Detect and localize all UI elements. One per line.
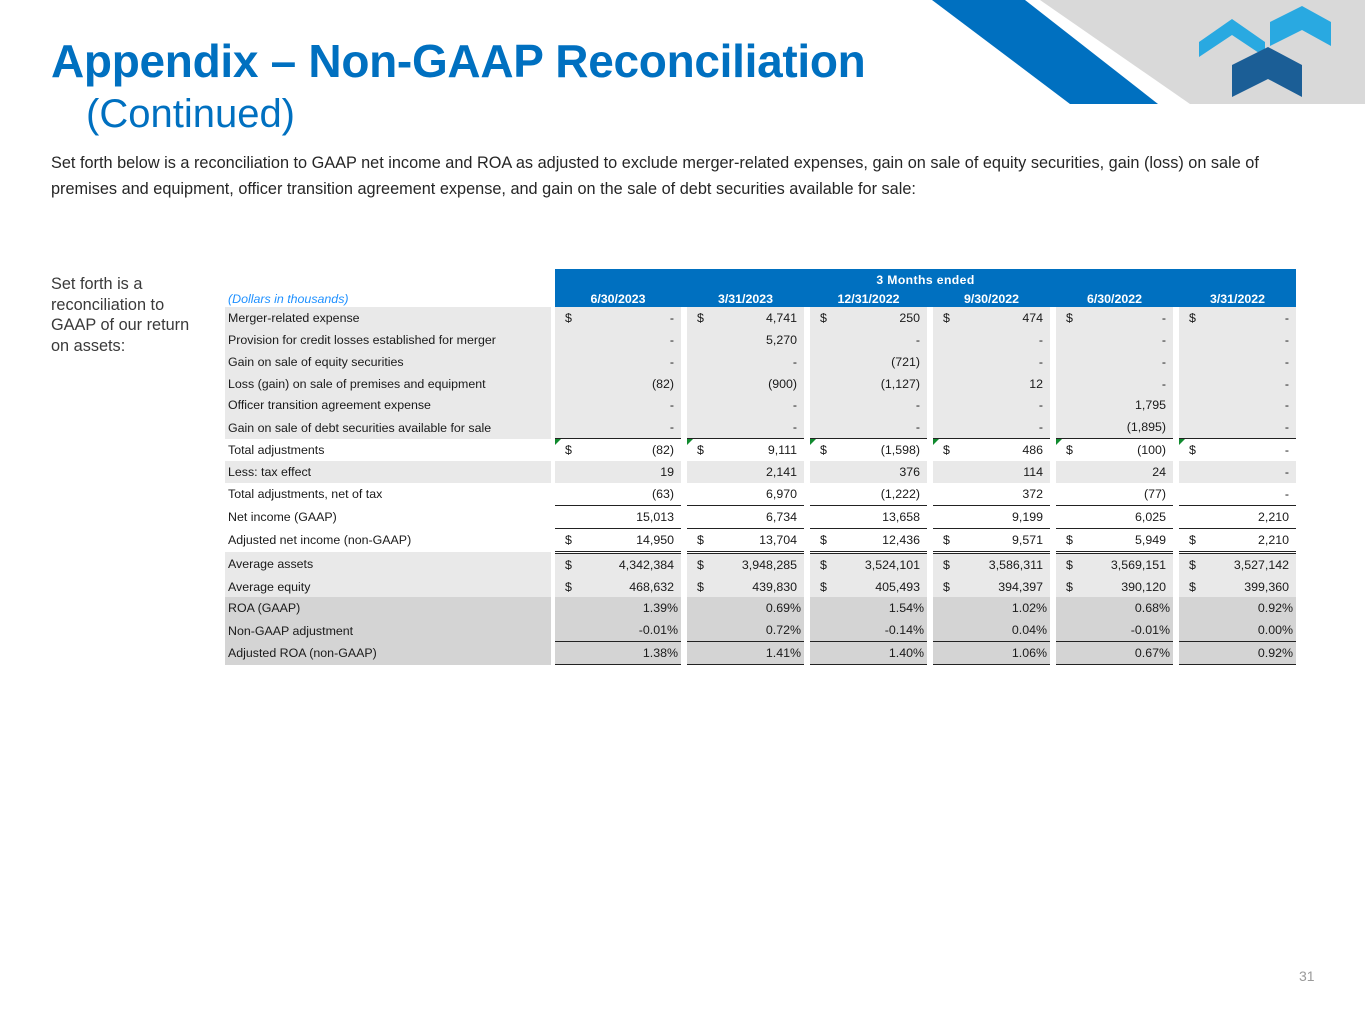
row-label: Gain on sale of equity securities [225,351,551,373]
cell-value: - [586,416,681,438]
table-row [225,597,1296,619]
cell-value: 250 [841,307,927,329]
cell-value: 1.06% [964,642,1050,665]
cell-value: - [1284,443,1289,458]
cell-value: 376 [841,461,927,483]
table-row [225,642,1296,665]
cell-value: 0.69% [718,597,804,619]
currency-symbol [810,483,841,505]
table-row [225,619,1296,641]
currency-symbol: $ [1056,576,1087,598]
currency-symbol [687,416,718,438]
currency-symbol [933,416,964,438]
cell-value: - [1210,416,1296,438]
currency-symbol: $ [555,576,586,598]
column-header: 6/30/2023 [555,291,681,307]
currency-symbol [933,461,964,483]
row-label: Provision for credit losses established for merger [225,329,551,351]
currency-symbol [555,619,586,641]
currency-symbol [1179,505,1210,528]
currency-symbol: $ [933,552,964,575]
units-note: (Dollars in thousands) [228,291,349,306]
currency-symbol [810,597,841,619]
cell-value: (1,127) [841,373,927,395]
cell-value: 3,586,311 [964,552,1050,575]
currency-symbol [555,394,586,416]
currency-symbol [555,642,586,665]
currency-symbol: $ [555,307,586,329]
cell-value: 1.54% [841,597,927,619]
cell-value: 24 [1087,461,1173,483]
column-header: 9/30/2022 [933,291,1050,307]
currency-symbol: $ [555,552,586,575]
cell-value: (63) [586,483,681,505]
currency-symbol: $ [1056,528,1087,552]
currency-symbol [810,394,841,416]
cell-value: - [1210,351,1296,373]
cell-value: 3,524,101 [841,552,927,575]
cell-value: - [964,351,1050,373]
currency-symbol: $ [933,307,964,329]
cell-value: 2,141 [718,461,804,483]
cell-value: - [841,394,927,416]
cell-value: 1.38% [586,642,681,665]
row-label: Non-GAAP adjustment [225,619,551,641]
currency-symbol: $ [687,576,718,598]
currency-symbol [687,329,718,351]
currency-symbol [810,461,841,483]
cell-value: - [964,329,1050,351]
row-label: Net income (GAAP) [228,509,337,524]
cell-value: - [1087,329,1173,351]
row-label: Total adjustments [228,442,325,457]
currency-symbol [933,597,964,619]
cell-value: -0.01% [586,619,681,641]
currency-symbol [555,483,586,505]
cell-value: 9,199 [964,505,1050,528]
currency-symbol [933,483,964,505]
cell-value: (82) [651,443,674,458]
row-label: ROA (GAAP) [225,597,551,619]
cell-value: - [586,329,681,351]
cell-value: - [1210,329,1296,351]
cell-value: 372 [964,483,1050,505]
table-row [225,483,1296,505]
currency-symbol: $ [1179,307,1210,329]
cell-value: 474 [964,307,1050,329]
currency-symbol [555,505,586,528]
cell-value: 6,734 [718,505,804,528]
cell-value: 1.39% [586,597,681,619]
cell-value: (1,895) [1087,416,1173,438]
currency-symbol [1056,483,1087,505]
cell-value: - [718,416,804,438]
column-header: 3/31/2022 [1179,291,1296,307]
currency-symbol [1179,373,1210,395]
cell-value: 12,436 [841,528,927,552]
currency-symbol [933,373,964,395]
period-band-header: 3 Months ended [555,269,1296,291]
currency-symbol [933,505,964,528]
currency-symbol [933,351,964,373]
cell-value: 9,571 [964,528,1050,552]
cell-value: 6,025 [1087,505,1173,528]
cell-value: 3,948,285 [718,552,804,575]
cell-value: 15,013 [586,505,681,528]
cell-value: 19 [586,461,681,483]
cell-value: 5,949 [1087,528,1173,552]
currency-symbol [1056,505,1087,528]
currency-symbol: $ [1056,307,1087,329]
cell-value: - [841,416,927,438]
currency-symbol [687,394,718,416]
cell-value: (721) [841,351,927,373]
currency-symbol [687,619,718,641]
intro-paragraph: Set forth below is a reconciliation to GAAP net income and ROA as adjusted to exclude merger-related expenses, gain on sale of equity securities, gain (loss) on sale of premises and equipment, officer transition agreement expense, and gain on the sale of debt securities available for sale: [51,154,1259,198]
currency-symbol [810,619,841,641]
cell-value: -0.14% [841,619,927,641]
table-row [225,461,1296,483]
currency-symbol [933,394,964,416]
currency-symbol: $ [933,528,964,552]
cell-value: - [586,394,681,416]
column-header: 6/30/2022 [1056,291,1173,307]
cell-value: (82) [586,373,681,395]
currency-symbol [555,416,586,438]
cell-value: - [1210,373,1296,395]
cell-value: 1.41% [718,642,804,665]
cell-value: 405,493 [841,576,927,598]
cell-value: - [1087,351,1173,373]
cell-value: 0.68% [1087,597,1173,619]
page-number: 31 [1299,968,1315,984]
side-note: Set forth is a reconciliation to GAAP of our return on assets: [51,275,190,355]
cell-value: - [964,394,1050,416]
row-label: Loss (gain) on sale of premises and equipment [225,373,551,395]
currency-symbol [1179,416,1210,438]
currency-symbol [555,329,586,351]
cell-value: 12 [964,373,1050,395]
table-row [225,576,1296,598]
currency-symbol [1056,329,1087,351]
cell-value: 14,950 [586,528,681,552]
row-label: Gain on sale of debt securities available for sale [225,416,551,438]
table-row [225,552,1296,575]
row-label: Adjusted net income (non-GAAP) [228,533,412,548]
currency-symbol [1056,619,1087,641]
row-label: Less: tax effect [225,461,551,483]
cell-value: 394,397 [964,576,1050,598]
cell-value: - [586,351,681,373]
currency-symbol [555,597,586,619]
currency-symbol [555,351,586,373]
cell-value: 0.72% [718,619,804,641]
cell-value: (77) [1087,483,1173,505]
row-label: Merger-related expense [225,307,551,329]
cell-value: 0.04% [964,619,1050,641]
currency-symbol [555,373,586,395]
currency-symbol: $ [687,528,718,552]
cell-value: (900) [718,373,804,395]
cell-value: 468,632 [586,576,681,598]
column-header: 3/31/2023 [687,291,804,307]
currency-symbol: $ [1056,439,1087,461]
currency-symbol [687,461,718,483]
cell-value: 399,360 [1210,576,1296,598]
currency-symbol [1179,619,1210,641]
currency-symbol [687,351,718,373]
cell-value: 1.40% [841,642,927,665]
row-label: Average assets [225,552,551,575]
cell-value: - [1087,373,1173,395]
cell-value: 3,569,151 [1087,552,1173,575]
currency-symbol: $ [555,439,586,461]
currency-symbol [1179,351,1210,373]
cell-value: - [1210,483,1296,505]
table-row [225,439,1296,461]
cell-value: 4,342,384 [586,552,681,575]
currency-symbol [1179,597,1210,619]
currency-symbol: $ [810,439,841,461]
table-row [225,528,1296,552]
currency-symbol [810,505,841,528]
currency-symbol [1179,394,1210,416]
column-header: 12/31/2022 [810,291,927,307]
currency-symbol [1056,642,1087,665]
currency-symbol [1179,642,1210,665]
currency-symbol: $ [687,439,718,461]
currency-symbol: $ [1179,528,1210,552]
row-label: Officer transition agreement expense [225,394,551,416]
currency-symbol: $ [687,307,718,329]
currency-symbol [810,642,841,665]
currency-symbol [933,329,964,351]
cell-value: 390,120 [1087,576,1173,598]
cell-value: (1,598) [880,443,920,458]
table-row [225,351,1296,373]
cell-value: 13,658 [841,505,927,528]
currency-symbol [933,642,964,665]
currency-symbol [687,597,718,619]
currency-symbol [687,642,718,665]
cell-value: 439,830 [718,576,804,598]
table-row [225,307,1296,329]
currency-symbol: $ [555,528,586,552]
cell-value: 13,704 [718,528,804,552]
currency-symbol: $ [1056,552,1087,575]
cell-value: - [1210,394,1296,416]
row-label: Adjusted ROA (non-GAAP) [225,642,551,665]
cell-value: 3,527,142 [1210,552,1296,575]
cell-value: - [841,329,927,351]
cell-value: 1.02% [964,597,1050,619]
currency-symbol [687,483,718,505]
cell-value: 6,970 [718,483,804,505]
currency-symbol [687,505,718,528]
currency-symbol [810,351,841,373]
currency-symbol [555,461,586,483]
currency-symbol [1056,394,1087,416]
currency-symbol: $ [810,552,841,575]
currency-symbol [1056,461,1087,483]
currency-symbol [1056,351,1087,373]
cell-value: (1,222) [841,483,927,505]
currency-symbol [810,329,841,351]
currency-symbol [687,373,718,395]
cell-value: 114 [964,461,1050,483]
cell-value: 0.92% [1210,642,1296,665]
currency-symbol: $ [810,307,841,329]
cell-value: - [964,416,1050,438]
currency-symbol: $ [1179,552,1210,575]
currency-symbol [1179,329,1210,351]
cell-value: 0.67% [1087,642,1173,665]
cell-value: - [718,394,804,416]
page-subtitle: (Continued) [86,92,296,136]
table-row [225,394,1296,416]
currency-symbol [1179,483,1210,505]
cell-value: 9,111 [767,443,797,458]
cell-value: - [586,307,681,329]
page-title: Appendix – Non-GAAP Reconciliation [51,35,866,87]
table-row [225,373,1296,395]
table-row [225,416,1296,438]
cell-value: - [718,351,804,373]
row-label: Average equity [225,576,551,598]
reconciliation-table [225,269,1296,665]
currency-symbol: $ [810,576,841,598]
cell-value: 2,210 [1210,528,1296,552]
currency-symbol [1056,373,1087,395]
currency-symbol: $ [933,439,964,461]
cell-value: - [1210,461,1296,483]
currency-symbol [1056,597,1087,619]
cell-value: 5,270 [718,329,804,351]
currency-symbol: $ [933,576,964,598]
cell-value: -0.01% [1087,619,1173,641]
table-row [225,329,1296,351]
cell-value: 4,741 [718,307,804,329]
cell-value: - [1210,307,1296,329]
currency-symbol: $ [1179,576,1210,598]
currency-symbol: $ [1179,439,1210,461]
currency-symbol [933,619,964,641]
row-label: Total adjustments, net of tax [228,487,383,502]
cell-value: - [1087,307,1173,329]
cell-value: 1,795 [1087,394,1173,416]
cell-value: 2,210 [1210,505,1296,528]
cell-value: 486 [1022,443,1043,458]
currency-symbol [1179,461,1210,483]
currency-symbol: $ [810,528,841,552]
currency-symbol [1056,416,1087,438]
table-row [225,505,1296,528]
cell-value: 0.92% [1210,597,1296,619]
currency-symbol: $ [687,552,718,575]
cell-value: (100) [1137,443,1166,458]
currency-symbol [810,373,841,395]
currency-symbol [810,416,841,438]
cell-value: 0.00% [1210,619,1296,641]
